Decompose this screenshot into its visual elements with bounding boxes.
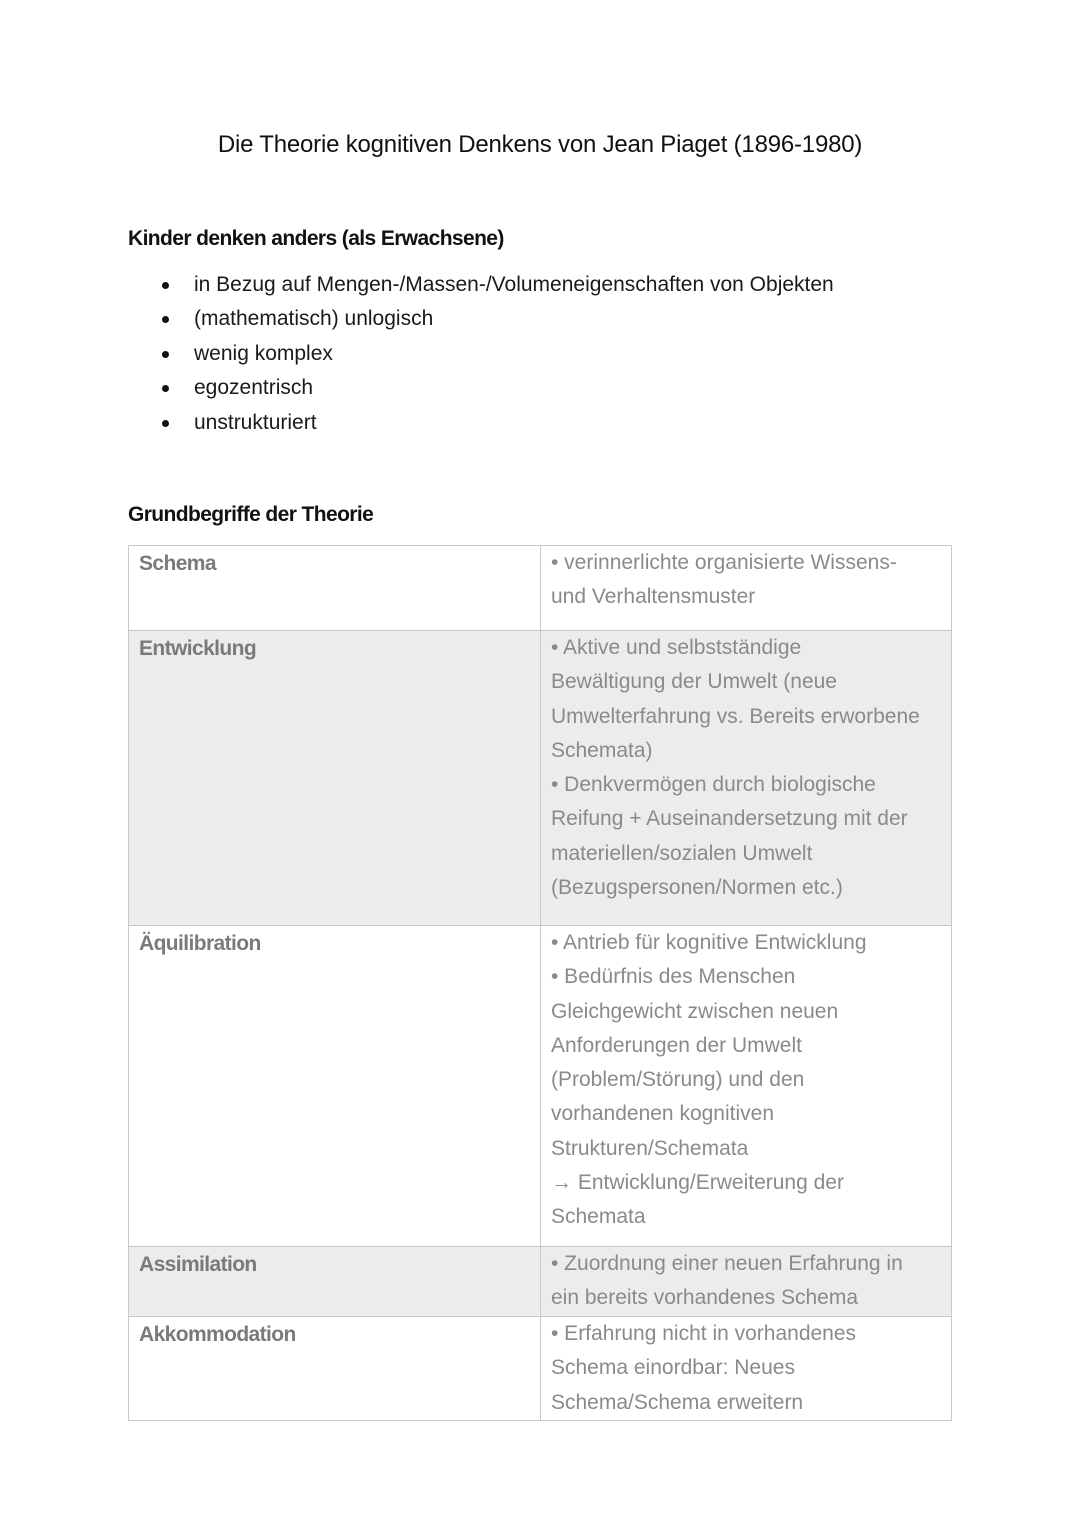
definition-text: [541, 926, 951, 1235]
definition-line: (Bezugspersonen/Normen etc.): [551, 876, 843, 900]
bullet-icon: [162, 351, 169, 358]
term-cell: [129, 1247, 541, 1317]
list-item-text: egozentrisch: [194, 376, 314, 400]
section-heading-kinder: Kinder denken anders (als Erwachsene): [128, 227, 504, 250]
definition-line: materiellen/sozialen Umwelt: [551, 841, 813, 865]
definition-line: Schemata): [551, 738, 653, 762]
definition-line: • Aktive und selbstständige: [551, 636, 802, 659]
table-row: [129, 631, 952, 926]
definition-line: Bewältigung der Umwelt (neue: [551, 670, 837, 694]
definition-line: (Problem/Störung) und den: [551, 1068, 805, 1092]
term-cell: [129, 1317, 541, 1421]
definition-line: Reifung + Auseinandersetzung mit der: [551, 807, 908, 831]
table-row: [129, 1247, 952, 1317]
definition-line: ein bereits vorhandenes Schema: [551, 1286, 859, 1310]
term-label: Akkommodation: [139, 1323, 296, 1346]
term-label: Schema: [139, 552, 216, 575]
table-row: [129, 546, 952, 631]
definition-line: und Verhaltensmuster: [551, 585, 756, 609]
definition-line: Strukturen/Schemata: [551, 1136, 749, 1160]
definition-text: [541, 1247, 951, 1316]
list-item: [156, 302, 834, 336]
list-item: [156, 371, 834, 405]
definition-cell: [541, 1317, 952, 1421]
bullet-icon: [162, 282, 169, 289]
list-item: [156, 268, 834, 302]
term-label: Assimilation: [139, 1253, 257, 1276]
definition-text: [541, 631, 951, 905]
definition-line: • Zuordnung einer neuen Erfahrung in: [551, 1252, 903, 1275]
list-item-text: in Bezug auf Mengen-/Massen-/Volumeneigenschaften von Objekten: [194, 273, 834, 296]
list-item-text: (mathematisch) unlogisch: [194, 307, 434, 331]
bullet-icon: [162, 316, 169, 323]
list-item: [156, 337, 834, 371]
definition-line: Gleichgewicht zwischen neuen: [551, 999, 839, 1023]
term-cell: [129, 546, 541, 631]
definition-text: [541, 546, 951, 615]
definition-line: • Bedürfnis des Menschen: [551, 965, 796, 989]
definition-line: • Antrieb für kognitive Entwicklung: [551, 931, 867, 954]
definition-line: → Entwicklung/Erweiterung der: [551, 1171, 844, 1195]
definition-line: • verinnerlichte organisierte Wissens-: [551, 551, 897, 574]
definition-cell: [541, 1247, 952, 1317]
section-heading-grundbegriffe: Grundbegriffe der Theorie: [128, 503, 374, 526]
bullet-icon: [162, 385, 169, 392]
definition-line: • Denkvermögen durch biologische: [551, 773, 876, 797]
term-label: Entwicklung: [139, 637, 257, 660]
definition-text: [541, 1317, 951, 1420]
bullet-list: [156, 268, 834, 440]
list-item-text: unstrukturiert: [194, 410, 317, 434]
definition-cell: [541, 926, 952, 1247]
list-item: [156, 406, 834, 440]
definition-line: vorhandenen kognitiven: [551, 1102, 775, 1126]
definition-line: Schemata: [551, 1205, 646, 1229]
definition-cell: [541, 546, 952, 631]
table-row: [129, 1317, 952, 1421]
bullet-icon: [162, 420, 169, 427]
definition-line: Schema/Schema erweitern: [551, 1390, 804, 1414]
term-cell: [129, 631, 541, 926]
terms-table: [128, 545, 952, 1421]
term-cell: [129, 926, 541, 1247]
definition-line: Schema einordbar: Neues: [551, 1356, 795, 1380]
document-title: Die Theorie kognitiven Denkens von Jean Piaget (1896-1980): [217, 131, 863, 158]
definition-cell: [541, 631, 952, 926]
definition-line: Anforderungen der Umwelt: [551, 1033, 802, 1057]
term-label: Äquilibration: [139, 932, 261, 955]
list-item-text: wenig komplex: [194, 341, 333, 365]
definition-line: Umwelterfahrung vs. Bereits erworbene: [551, 704, 920, 728]
table-row: [129, 926, 952, 1247]
definition-line: • Erfahrung nicht in vorhandenes: [551, 1322, 857, 1345]
